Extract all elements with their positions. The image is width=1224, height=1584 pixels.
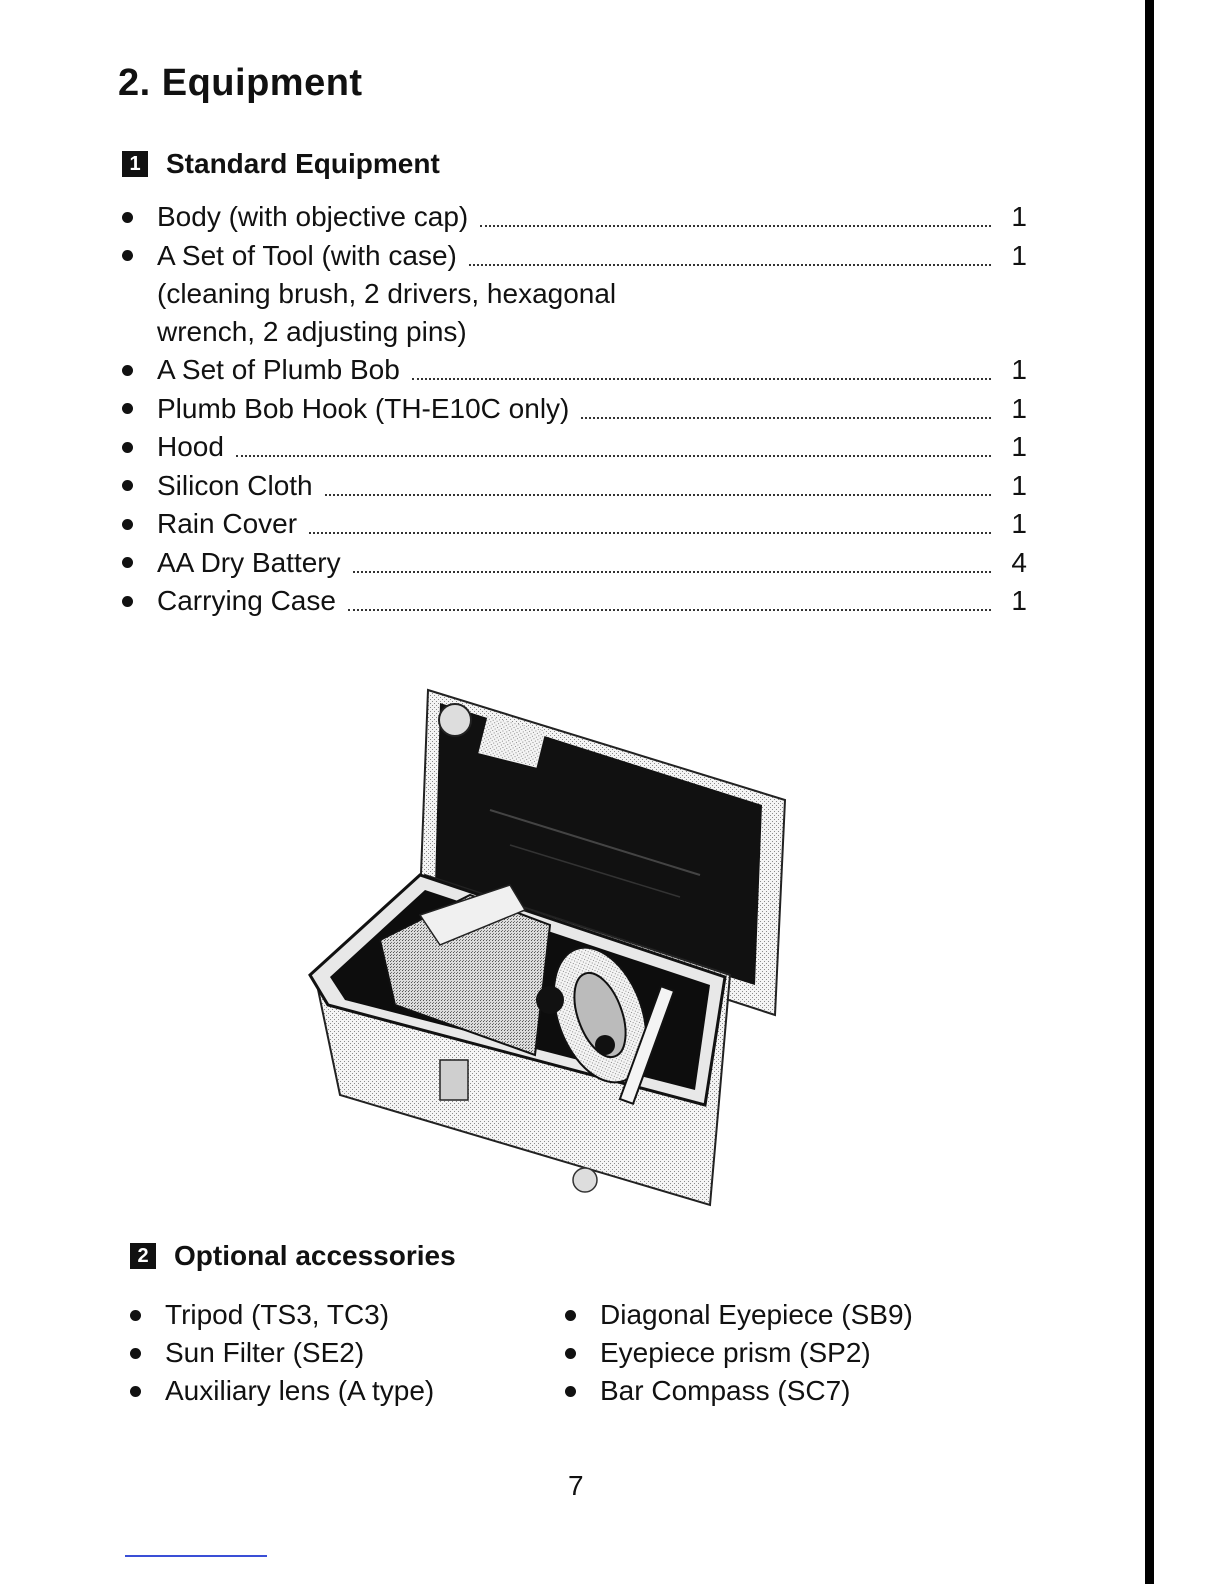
bullet-icon bbox=[122, 596, 133, 607]
item-label: Silicon Cloth bbox=[157, 469, 313, 501]
section-number-box: 1 bbox=[122, 151, 148, 177]
item-quantity: 4 bbox=[1011, 546, 1027, 578]
item-label: Diagonal Eyepiece (SB9) bbox=[600, 1299, 913, 1330]
list-item bbox=[122, 198, 1027, 237]
dot-leader bbox=[353, 553, 991, 573]
list-item bbox=[122, 351, 1027, 390]
list-item bbox=[122, 467, 1027, 506]
dot-leader bbox=[412, 360, 991, 380]
dot-leader bbox=[581, 399, 991, 419]
dot-leader bbox=[348, 591, 991, 611]
optional-list-right bbox=[565, 1296, 913, 1410]
item-quantity: 1 bbox=[1011, 469, 1027, 501]
bullet-icon bbox=[122, 403, 133, 414]
bullet-icon bbox=[565, 1310, 576, 1321]
page-number: 7 bbox=[568, 1470, 584, 1501]
list-item bbox=[122, 544, 1027, 583]
item-label: A Set of Tool (with case) bbox=[157, 239, 457, 271]
list-item bbox=[565, 1334, 913, 1372]
item-label: Hood bbox=[157, 431, 224, 463]
item-detail-line: (cleaning brush, 2 drivers, hexagonal bbox=[157, 278, 617, 309]
section-heading-text: Standard Equipment bbox=[166, 148, 440, 179]
dot-leader bbox=[480, 207, 991, 227]
list-item bbox=[130, 1334, 434, 1372]
bullet-icon bbox=[122, 212, 133, 223]
item-label: Carrying Case bbox=[157, 585, 336, 617]
item-quantity: 1 bbox=[1011, 508, 1027, 540]
bullet-icon bbox=[130, 1348, 141, 1359]
item-label: Tripod (TS3, TC3) bbox=[165, 1299, 390, 1330]
standard-equipment-list bbox=[122, 198, 1027, 621]
item-quantity: 1 bbox=[1011, 431, 1027, 463]
bullet-icon bbox=[122, 519, 133, 530]
list-item bbox=[565, 1372, 913, 1410]
item-label: Eyepiece prism (SP2) bbox=[600, 1337, 871, 1368]
optional-list-left bbox=[130, 1296, 434, 1410]
item-label: Rain Cover bbox=[157, 508, 298, 540]
carrying-case-illustration bbox=[300, 685, 810, 1220]
list-item bbox=[130, 1372, 434, 1410]
list-item bbox=[122, 505, 1027, 544]
item-label: A Set of Plumb Bob bbox=[157, 354, 400, 386]
bullet-icon bbox=[122, 250, 133, 261]
dot-leader bbox=[325, 476, 991, 496]
item-quantity: 1 bbox=[1011, 201, 1027, 233]
standard-equipment-heading bbox=[122, 148, 440, 180]
bullet-icon bbox=[565, 1348, 576, 1359]
list-item bbox=[122, 237, 1027, 276]
page-title: 2. Equipment bbox=[118, 62, 363, 104]
item-quantity: 1 bbox=[1011, 354, 1027, 386]
item-label: Auxiliary lens (A type) bbox=[165, 1375, 435, 1406]
item-label: Plumb Bob Hook (TH-E10C only) bbox=[157, 392, 570, 424]
section-heading-text: Optional accessories bbox=[174, 1240, 456, 1271]
item-quantity: 1 bbox=[1011, 392, 1027, 424]
list-item bbox=[130, 1296, 434, 1334]
bullet-icon bbox=[565, 1386, 576, 1397]
list-item bbox=[122, 582, 1027, 621]
list-item bbox=[122, 390, 1027, 429]
item-detail-line: wrench, 2 adjusting pins) bbox=[157, 316, 467, 347]
dot-leader bbox=[309, 514, 991, 534]
item-label: Bar Compass (SC7) bbox=[600, 1375, 851, 1406]
bullet-icon bbox=[122, 480, 133, 491]
dot-leader bbox=[236, 437, 991, 457]
bullet-icon bbox=[130, 1310, 141, 1321]
list-item bbox=[122, 428, 1027, 467]
optional-accessories-heading bbox=[130, 1240, 456, 1272]
list-item bbox=[565, 1296, 913, 1334]
item-quantity: 1 bbox=[1011, 239, 1027, 271]
bullet-icon bbox=[122, 442, 133, 453]
section-number-box: 2 bbox=[130, 1243, 156, 1269]
item-label: AA Dry Battery bbox=[157, 546, 341, 578]
bullet-icon bbox=[130, 1386, 141, 1397]
footer-rule bbox=[125, 1555, 267, 1557]
bullet-icon bbox=[122, 365, 133, 376]
dot-leader bbox=[469, 246, 991, 266]
item-label: Body (with objective cap) bbox=[157, 201, 469, 233]
bullet-icon bbox=[122, 557, 133, 568]
page-edge-shadow bbox=[1145, 0, 1154, 1584]
item-label: Sun Filter (SE2) bbox=[165, 1337, 365, 1368]
item-quantity: 1 bbox=[1011, 585, 1027, 617]
